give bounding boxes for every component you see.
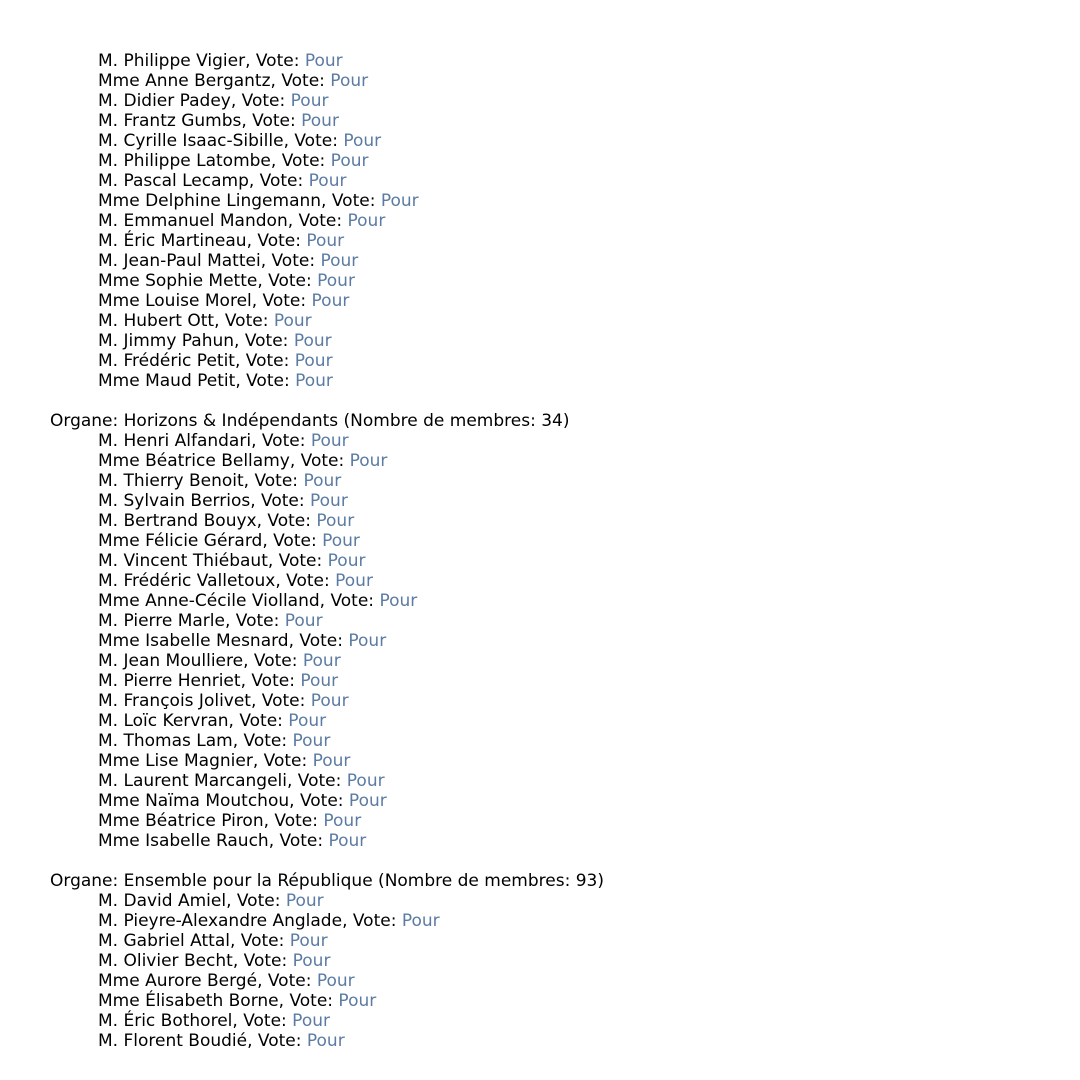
vote-label: , Vote: bbox=[268, 831, 329, 851]
member-name: M. Frédéric Valletoux bbox=[98, 571, 276, 591]
member-name: Mme Louise Morel bbox=[98, 291, 252, 311]
vote-value: Pour bbox=[302, 651, 341, 671]
vote-value: Pour bbox=[348, 791, 387, 811]
member-vote-row bbox=[50, 291, 1080, 311]
vote-value: Pour bbox=[330, 71, 369, 91]
member-name: M. Éric Martineau bbox=[98, 231, 247, 251]
member-vote-row bbox=[50, 671, 1080, 691]
vote-label: , Vote: bbox=[243, 651, 303, 671]
vote-label: , Vote: bbox=[321, 191, 381, 211]
vote-value: Pour bbox=[285, 891, 324, 911]
member-vote-row bbox=[50, 331, 1080, 351]
vote-value: Pour bbox=[330, 151, 369, 171]
member-vote-row bbox=[50, 231, 1080, 251]
vote-label: , Vote: bbox=[248, 171, 309, 191]
vote-value: Pour bbox=[338, 991, 377, 1011]
member-name: Mme Sophie Mette bbox=[98, 271, 258, 291]
member-name: M. Emmanuel Mandon bbox=[98, 211, 288, 231]
vote-value: Pour bbox=[308, 171, 347, 191]
vote-value: Pour bbox=[322, 531, 360, 551]
member-vote-row bbox=[50, 691, 1080, 711]
vote-value: Pour bbox=[328, 831, 367, 851]
vote-value: Pour bbox=[292, 1011, 330, 1031]
member-name: Mme Félicie Gérard bbox=[98, 531, 263, 551]
vote-value: Pour bbox=[292, 951, 331, 971]
member-name: M. Jean-Paul Mattei bbox=[98, 251, 261, 271]
vote-label: , Vote: bbox=[287, 211, 348, 231]
vote-value: Pour bbox=[273, 311, 312, 331]
member-name: M. Frédéric Petit bbox=[98, 351, 235, 371]
vote-label: , Vote: bbox=[243, 471, 304, 491]
vote-label: , Vote: bbox=[234, 331, 294, 351]
vote-value: Pour bbox=[293, 331, 332, 351]
vote-label: , Vote: bbox=[270, 71, 331, 91]
member-vote-row bbox=[50, 891, 1080, 911]
member-name: Mme Béatrice Bellamy bbox=[98, 451, 290, 471]
vote-label: , Vote: bbox=[251, 431, 311, 451]
member-name: M. Pierre Henriet bbox=[98, 671, 241, 691]
vote-value: Pour bbox=[294, 351, 333, 371]
vote-label: , Vote: bbox=[278, 991, 339, 1011]
member-name: Mme Élisabeth Borne bbox=[98, 991, 279, 1011]
member-vote-row bbox=[50, 771, 1080, 791]
member-vote-row bbox=[50, 731, 1080, 751]
vote-label: , Vote: bbox=[257, 971, 317, 991]
vote-value: Pour bbox=[304, 51, 343, 71]
vote-label: , Vote: bbox=[230, 91, 291, 111]
member-vote-row bbox=[50, 191, 1080, 211]
member-vote-row bbox=[50, 611, 1080, 631]
member-vote-row bbox=[50, 431, 1080, 451]
member-name: M. Thomas Lam bbox=[98, 731, 233, 751]
member-name: M. Thierry Benoit bbox=[98, 471, 244, 491]
vote-value: Pour bbox=[300, 671, 339, 691]
vote-value: Pour bbox=[346, 771, 385, 791]
vote-label: , Vote: bbox=[267, 551, 328, 571]
member-vote-row bbox=[50, 471, 1080, 491]
member-name: Mme Lise Magnier bbox=[98, 751, 253, 771]
vote-label: , Vote: bbox=[250, 691, 311, 711]
vote-value: Pour bbox=[295, 371, 333, 391]
vote-value: Pour bbox=[310, 491, 348, 511]
member-vote-row bbox=[50, 91, 1080, 111]
organe-header: Organe: Ensemble pour la République (Nombre de membres: 93) bbox=[50, 871, 604, 891]
vote-label: , Vote: bbox=[260, 251, 321, 271]
member-vote-row bbox=[50, 71, 1080, 91]
member-vote-row bbox=[50, 351, 1080, 371]
group-spacer bbox=[50, 391, 1080, 411]
member-vote-row bbox=[50, 931, 1080, 951]
vote-value: Pour bbox=[323, 811, 362, 831]
vote-label: , Vote: bbox=[319, 591, 380, 611]
member-name: Mme Maud Petit bbox=[98, 371, 236, 391]
member-name: M. Pieyre-Alexandre Anglade bbox=[98, 911, 343, 931]
member-name: M. Jean Moulliere bbox=[98, 651, 244, 671]
vote-value: Pour bbox=[347, 211, 386, 231]
member-name: Mme Delphine Lingemann bbox=[98, 191, 322, 211]
member-vote-row bbox=[50, 571, 1080, 591]
member-vote-row bbox=[50, 971, 1080, 991]
vote-value: Pour bbox=[284, 611, 323, 631]
member-name: M. François Jolivet bbox=[98, 691, 251, 711]
member-name: Mme Anne-Cécile Violland bbox=[98, 591, 320, 611]
member-vote-row bbox=[50, 551, 1080, 571]
member-vote-row bbox=[50, 111, 1080, 131]
member-vote-row bbox=[50, 791, 1080, 811]
member-name: M. Gabriel Attal bbox=[98, 931, 230, 951]
vote-label: , Vote: bbox=[229, 931, 290, 951]
vote-label: , Vote: bbox=[232, 951, 293, 971]
vote-value: Pour bbox=[316, 511, 355, 531]
vote-label: , Vote: bbox=[232, 1011, 293, 1031]
member-vote-row bbox=[50, 811, 1080, 831]
vote-label: , Vote: bbox=[251, 291, 312, 311]
vote-label: , Vote: bbox=[226, 891, 286, 911]
member-vote-row bbox=[50, 911, 1080, 931]
member-name: Mme Isabelle Rauch bbox=[98, 831, 269, 851]
member-name: M. Frantz Gumbs bbox=[98, 111, 242, 131]
member-name: M. Philippe Vigier bbox=[98, 51, 246, 71]
member-vote-row bbox=[50, 311, 1080, 331]
member-name: M. Florent Boudié bbox=[98, 1031, 248, 1051]
vote-label: , Vote: bbox=[289, 791, 349, 811]
vote-label: , Vote: bbox=[235, 371, 296, 391]
member-name: M. Laurent Marcangeli bbox=[98, 771, 287, 791]
vote-value: Pour bbox=[312, 751, 351, 771]
member-name: M. Pascal Lecamp bbox=[98, 171, 249, 191]
vote-value: Pour bbox=[348, 631, 387, 651]
member-name: M. Cyrille Isaac-Sibille bbox=[98, 131, 284, 151]
member-vote-row bbox=[50, 511, 1080, 531]
vote-label: , Vote: bbox=[270, 151, 331, 171]
vote-value: Pour bbox=[379, 591, 418, 611]
member-name: M. Olivier Becht bbox=[98, 951, 233, 971]
vote-label: , Vote: bbox=[263, 811, 324, 831]
vote-value: Pour bbox=[316, 971, 355, 991]
vote-label: , Vote: bbox=[247, 1031, 307, 1051]
member-name: Mme Naïma Moutchou bbox=[98, 791, 290, 811]
vote-value: Pour bbox=[290, 91, 329, 111]
member-name: Mme Isabelle Mesnard bbox=[98, 631, 289, 651]
vote-value: Pour bbox=[343, 131, 382, 151]
member-vote-row bbox=[50, 711, 1080, 731]
member-name: M. Henri Alfandari bbox=[98, 431, 252, 451]
vote-label: , Vote: bbox=[246, 231, 307, 251]
vote-label: , Vote: bbox=[289, 451, 350, 471]
member-vote-row bbox=[50, 651, 1080, 671]
member-vote-row bbox=[50, 631, 1080, 651]
vote-label: , Vote: bbox=[342, 911, 402, 931]
member-vote-row bbox=[50, 951, 1080, 971]
vote-value: Pour bbox=[306, 231, 345, 251]
member-vote-row bbox=[50, 271, 1080, 291]
vote-label: , Vote: bbox=[283, 131, 344, 151]
member-vote-row bbox=[50, 591, 1080, 611]
member-vote-row bbox=[50, 251, 1080, 271]
organe-header: Organe: Horizons & Indépendants (Nombre de membres: 34) bbox=[50, 411, 570, 431]
vote-value: Pour bbox=[311, 291, 350, 311]
member-vote-row bbox=[50, 131, 1080, 151]
vote-label: , Vote: bbox=[275, 571, 336, 591]
member-vote-row bbox=[50, 151, 1080, 171]
member-vote-row bbox=[50, 451, 1080, 471]
vote-label: , Vote: bbox=[228, 711, 289, 731]
member-name: M. Hubert Ott bbox=[98, 311, 215, 331]
member-name: Mme Béatrice Piron bbox=[98, 811, 264, 831]
vote-value: Pour bbox=[289, 931, 328, 951]
member-name: Mme Aurore Bergé bbox=[98, 971, 258, 991]
member-vote-row bbox=[50, 211, 1080, 231]
vote-value: Pour bbox=[317, 271, 355, 291]
vote-label: , Vote: bbox=[234, 351, 295, 371]
member-vote-row bbox=[50, 751, 1080, 771]
vote-value: Pour bbox=[401, 911, 440, 931]
member-name: M. Jimmy Pahun bbox=[98, 331, 235, 351]
member-vote-row bbox=[50, 1011, 1080, 1031]
vote-label: , Vote: bbox=[245, 51, 305, 71]
member-name: M. Bertrand Bouyx bbox=[98, 511, 257, 531]
vote-value: Pour bbox=[292, 731, 331, 751]
organe-group bbox=[50, 391, 1080, 851]
vote-label: , Vote: bbox=[252, 751, 313, 771]
vote-label: , Vote: bbox=[241, 111, 302, 131]
member-vote-row bbox=[50, 51, 1080, 71]
vote-label: , Vote: bbox=[214, 311, 274, 331]
vote-label: , Vote: bbox=[256, 511, 317, 531]
vote-value: Pour bbox=[327, 551, 366, 571]
vote-label: , Vote: bbox=[257, 271, 318, 291]
group-spacer bbox=[50, 851, 1080, 871]
vote-label: , Vote: bbox=[232, 731, 293, 751]
vote-label: , Vote: bbox=[224, 611, 285, 631]
vote-label: , Vote: bbox=[288, 631, 349, 651]
vote-value: Pour bbox=[320, 251, 359, 271]
vote-value: Pour bbox=[288, 711, 327, 731]
vote-value: Pour bbox=[310, 431, 349, 451]
member-name: Mme Anne Bergantz bbox=[98, 71, 271, 91]
member-name: M. Philippe Latombe bbox=[98, 151, 271, 171]
member-name: M. Pierre Marle bbox=[98, 611, 225, 631]
member-vote-row bbox=[50, 991, 1080, 1011]
vote-value: Pour bbox=[301, 111, 339, 131]
vote-label: , Vote: bbox=[287, 771, 347, 791]
member-name: M. Loïc Kervran bbox=[98, 711, 229, 731]
vote-value: Pour bbox=[349, 451, 388, 471]
member-vote-row bbox=[50, 531, 1080, 551]
member-vote-row bbox=[50, 1031, 1080, 1051]
member-name: M. Éric Bothorel bbox=[98, 1011, 233, 1031]
member-vote-row bbox=[50, 831, 1080, 851]
vote-value: Pour bbox=[380, 191, 419, 211]
member-name: M. David Amiel bbox=[98, 891, 227, 911]
vote-label: , Vote: bbox=[240, 671, 301, 691]
member-name: M. Vincent Thiébaut bbox=[98, 551, 268, 571]
organe-group bbox=[50, 51, 1080, 391]
member-name: M. Didier Padey bbox=[98, 91, 231, 111]
vote-value: Pour bbox=[310, 691, 349, 711]
member-vote-row bbox=[50, 491, 1080, 511]
organe-group bbox=[50, 851, 1080, 1051]
vote-value: Pour bbox=[306, 1031, 345, 1051]
member-vote-row bbox=[50, 371, 1080, 391]
member-vote-row bbox=[50, 171, 1080, 191]
vote-value: Pour bbox=[335, 571, 373, 591]
vote-label: , Vote: bbox=[262, 531, 323, 551]
member-name: M. Sylvain Berrios bbox=[98, 491, 251, 511]
vote-label: , Vote: bbox=[250, 491, 310, 511]
vote-value: Pour bbox=[303, 471, 342, 491]
